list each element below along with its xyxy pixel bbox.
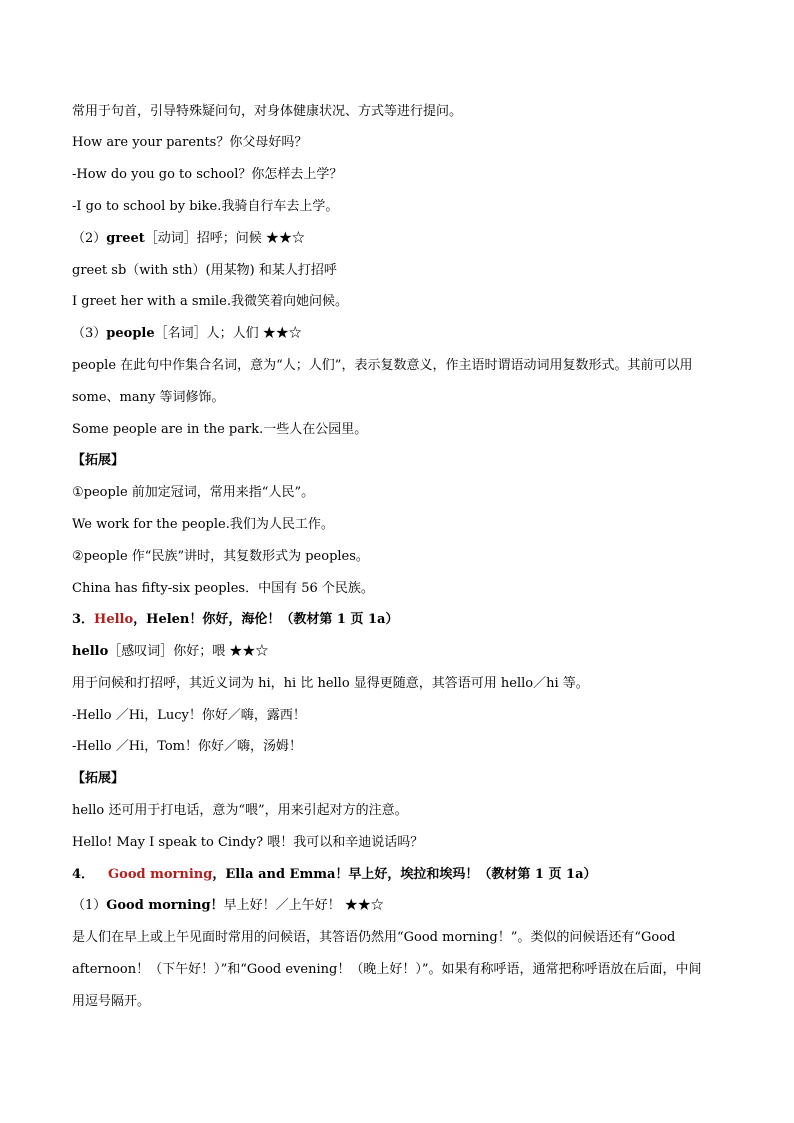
example-sentence: Hello! May I speak to Cindy? 喂！我可以和辛迪说话吗？ (72, 835, 424, 850)
example-sentence: China has fifty-six peoples．中国有 56 个民族。 (72, 581, 374, 596)
vocab-definition: 早上好！／上午好！ ★★☆ (223, 898, 384, 913)
highlight-word: Hello (94, 612, 134, 627)
example-sentence: -How do you go to school？你怎样去上学？ (72, 167, 343, 182)
vocab-definition: ［感叹词］你好；喂 ★★☆ (108, 644, 269, 659)
item-number: （2） (72, 231, 107, 246)
vocab-word: people (106, 326, 155, 341)
section-number: 4． (72, 867, 95, 882)
example-sentence: -Hello ／Hi，Lucy！你好／嗨，露西！ (72, 708, 306, 723)
extension-heading: 【拓展】 (72, 453, 125, 468)
example-sentence: I greet her with a smile.我微笑着向她问候。 (72, 294, 348, 309)
highlight-word: Good morning (108, 867, 213, 882)
vocab-heading-people (72, 325, 302, 343)
vocab-definition: ［动词］招呼；问候 ★★☆ (144, 231, 305, 246)
vocab-word: hello (72, 644, 109, 659)
text-line: 常用于句首，引导特殊疑问句，对身体健康状况、方式等进行提问。 (72, 104, 463, 119)
example-sentence: Some people are in the park.一些人在公园里。 (72, 422, 368, 437)
text-line: greet sb（with sth）(用某物) 和某人打招呼 (72, 263, 337, 278)
extension-heading: 【拓展】 (72, 771, 125, 786)
section-heading-4 (72, 866, 597, 884)
example-sentence: We work for the people.我们为人民工作。 (72, 517, 334, 532)
section-number: 3． (72, 612, 95, 627)
item-number: （1） (72, 898, 107, 913)
example-sentence: -I go to school by bike.我骑自行车去上学。 (72, 199, 339, 214)
vocab-heading-good-morning (72, 897, 384, 915)
section-title: ，Ella and Emma！早上好，埃拉和埃玛！（教材第 1 页 1a） (212, 867, 597, 882)
text-line: ①people 前加定冠词，常用来指“人民”。 (72, 485, 315, 500)
text-line: 用于问候和打招呼，其近义词为 hi，hi 比 hello 显得更随意，其答语可用 hello／hi 等。 (72, 676, 589, 691)
section-heading-3 (72, 611, 398, 629)
text-line: ②people 作“民族”讲时，其复数形式为 peoples。 (72, 549, 369, 564)
text-line: hello 还可用于打电话，意为“喂”，用来引起对方的注意。 (72, 803, 408, 818)
text-line: afternoon！（下午好！）”和“Good evening！（晚上好！）”。如果有称呼语，通常把称呼语放在后面，中间 (72, 962, 702, 977)
vocab-word: Good morning！ (106, 898, 224, 913)
text-line: some、many 等词修饰。 (72, 390, 225, 405)
example-sentence: How are your parents？你父母好吗？ (72, 135, 308, 150)
vocab-word: greet (106, 231, 145, 246)
text-line: people 在此句中作集合名词，意为“人；人们”，表示复数意义，作主语时谓语动词用复数形式。其前可以用 (72, 358, 693, 373)
text-line: 用逗号隔开。 (72, 994, 151, 1009)
vocab-heading-hello (72, 643, 268, 661)
item-number: （3） (72, 326, 107, 341)
example-sentence: -Hello ／Hi，Tom！你好／嗨，汤姆！ (72, 739, 303, 754)
vocab-heading-greet (72, 230, 305, 248)
vocab-definition: ［名词］人；人们 ★★☆ (154, 326, 302, 341)
text-line: 是人们在早上或上午见面时常用的问候语，其答语仍然用“Good morning！”。类似的问候语还有“Good (72, 930, 676, 945)
section-title: ，Helen！你好，海伦！（教材第 1 页 1a） (133, 612, 399, 627)
